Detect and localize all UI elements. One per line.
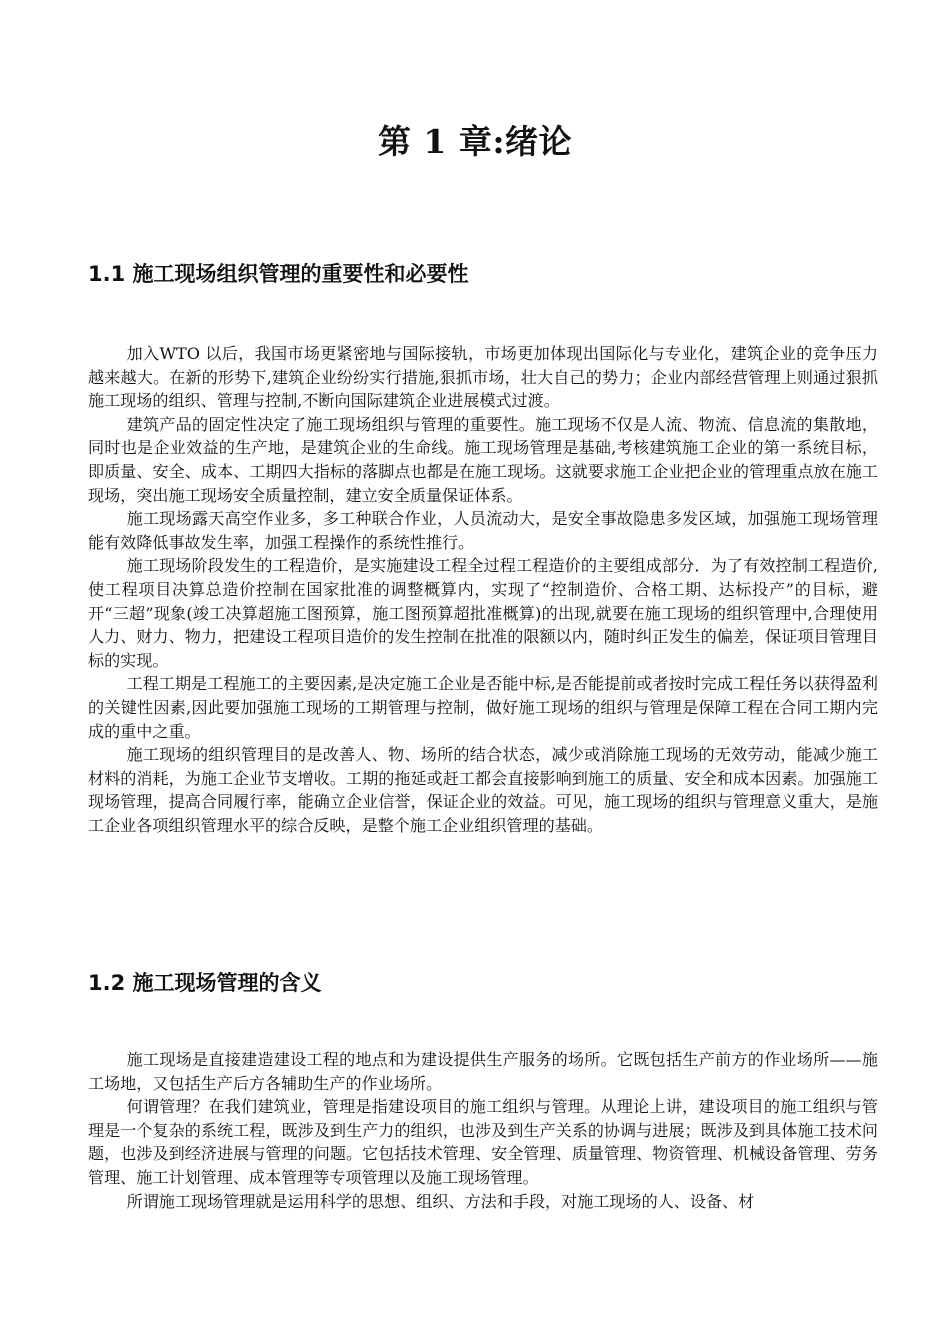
paragraph: 施工现场露天高空作业多，多工种联合作业，人员流动大，是安全事故隐患多发区域，加强施工现场管理能有效降低事故发生率，加强工程操作的系统性推行。 [88, 509, 878, 552]
paragraph: 建筑产品的固定性决定了施工现场组织与管理的重要性。施工现场不仅是人流、物流、信息流的集散地，同时也是企业效益的生产地，是建筑企业的生命线。施工现场管理是基础,考核建筑施工企业的第一系统目标，即质量、安全、成本、工期四大指标的落脚点也都是在施工现场。这就要求施工企业把企业的管理重点放在施工现场，突出施工现场安全质量控制，建立安全质量保证体系。 [88, 414, 878, 505]
paragraph: 施工现场阶段发生的工程造价，是实施建设工程全过程工程造价的主要组成部分．为了有效控制工程造价,使工程项目决算总造价控制在国家批准的调整概算内，实现了“控制造价、合格工期、达标投产”的目标，避开“三超”现象(竣工决算超施工图预算，施工图预算超批准概算)的出现,就要在施工现场的组织管理中,合理使用人力、财力、物力，把建设工程项目造价的发生控制在批准的限额以内，随时纠正发生的偏差，保证项目管理目标的实现。 [88, 556, 878, 670]
paragraph: 施工现场的组织管理目的是改善人、物、场所的结合状态，减少或消除施工现场的无效劳动，能减少施工材料的消耗，为施工企业节支增收。工期的拖延或赶工都会直接影响到施工的质量、安全和成本因素。加强施工现场管理，提高合同履行率，能确立企业信誉，保证企业的效益。可见，施工现场的组织与管理意义重大，是施工企业各项组织管理水平的综合反映，是整个施工企业组织管理的基础。 [88, 745, 878, 835]
chapter-title: 第 1 章:绪论 [377, 122, 573, 161]
paragraph: 何谓管理？在我们建筑业，管理是指建设项目的施工组织与管理。从理论上讲，建设项目的施工组织与管理是一个复杂的系统工程，既涉及到生产力的组织，也涉及到生产关系的协调与进展；既涉及到具体施工技术问题，也涉及到经济进展与管理的问题。它包括技术管理、安全管理、质量管理、物资管理、机械设备管理、劳务管理、施工计划管理、成本管理等专项管理以及施工现场管理。 [88, 1097, 878, 1187]
paragraph: 工程工期是工程施工的主要因素,是决定施工企业是否能中标,是否能提前或者按时完成工程任务以获得盈利的关键性因素,因此要加强施工现场的工期管理与控制，做好施工现场的组织与管理是保障工程在合同工期内完成的重中之重。 [88, 674, 878, 741]
paragraph: 所谓施工现场管理就是运用科学的思想、组织、方法和手段，对施工现场的人、设备、材 [126, 1191, 755, 1211]
paragraph: 施工现场是直接建造建设工程的地点和为建设提供生产服务的场所。它既包括生产前方的作业场所——施工场地，又包括生产后方各辅助生产的作业场所。 [88, 1050, 878, 1093]
section-1-2-body [88, 1048, 878, 1213]
section-heading-1-2: 1.2 施工现场管理的含义 [88, 971, 322, 995]
section-1-1-body [88, 342, 878, 837]
paragraph: 加入WTO 以后，我国市场更紧密地与国际接轨，市场更加体现出国际化与专业化，建筑企业的竞争压力越来越大。在新的形势下,建筑企业纷纷实行措施,狠抓市场，壮大自己的势力；企业内部经营管理上则通过狠抓施工现场的组织、管理与控制,不断向国际建筑企业进展模式过渡。 [88, 344, 878, 411]
section-heading-1-1: 1.1 施工现场组织管理的重要性和必要性 [88, 262, 469, 286]
